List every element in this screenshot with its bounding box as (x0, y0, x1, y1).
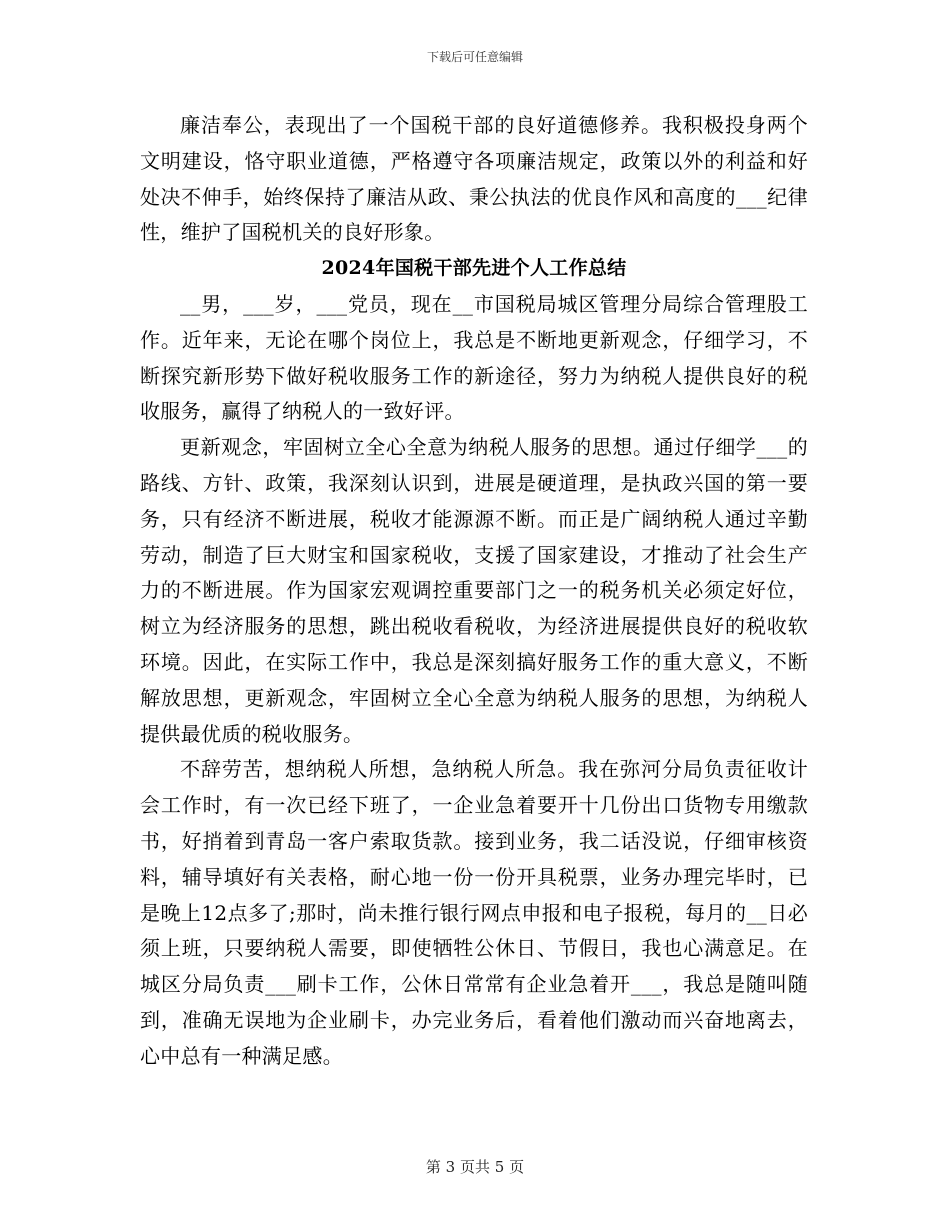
page-footer: 第 3 页共 5 页 (425, 1158, 525, 1176)
document-title: 2024年国税干部先进个人工作总结 (321, 257, 627, 280)
paragraph-continued: 廉洁奉公，表现出了一个国税干部的良好道德修养。我积极投身两个文明建设，恪守职业道德，严格遵守各项廉洁规定，政策以外的利益和好处决不伸手，始终保持了廉洁从政、秉公执法的优良作风和高度的___纪律性，维护了国税机关的良好形象。 (140, 113, 808, 245)
page-header: 下载后可任意编辑 (426, 50, 523, 64)
paragraph-update-concept: 更新观念，牢固树立全心全意为纳税人服务的思想。通过仔细学___的路线、方针、政策，我深刻认识到，进展是硬道理，是执政兴国的第一要务，只有经济不断进展，税收才能源源不断。而正是广阔纳税人通过辛勤劳动，制造了巨大财宝和国家税收，支援了国家建设，才推动了社会生产力的不断进展。作为国家宏观调控重要部门之一的税务机关必须定好位，树立为经济服务的思想，跳出税收看税收，为经济进展提供良好的税收软环境。因此，在实际工作中，我总是深刻搞好服务工作的重大意义，不断解放思想，更新观念，牢固树立全心全意为纳税人服务的思想，为纳税人提供最优质的税收服务。 (140, 435, 808, 746)
document-body (140, 108, 808, 1075)
paragraph-intro: __男，___岁，___党员，现在__市国税局城区管理分局综合管理股工作。近年来，无论在哪个岗位上，我总是不断地更新观念，仔细学习，不断探究新形势下做好税收服务工作的新途径，努力为纳税人提供良好的税收服务，赢得了纳税人的一致好评。 (140, 291, 808, 424)
paragraph-hard-work: 不辞劳苦，想纳税人所想，急纳税人所急。我在弥河分局负责征收计会工作时，有一次已经下班了，一企业急着要开十几份出口货物专用缴款书，好捎着到青岛一客户索取货款。接到业务，我二话没说，仔细审核资料，辅导填好有关表格，耐心地一份一份开具税票，业务办理完毕时，已是晚上12点多了;那时，尚未推行银行网点申报和电子报税，每月的__日必须上班，只要纳税人需要，即使牺牲公休日、节假日，我也心满意足。在城区分局负责___刷卡工作，公休日常常有企业急着开___，我总是随叫随到，准确无误地为企业刷卡，办完业务后，看着他们激动而兴奋地离去，心中总有一种满足感。 (140, 757, 808, 1068)
